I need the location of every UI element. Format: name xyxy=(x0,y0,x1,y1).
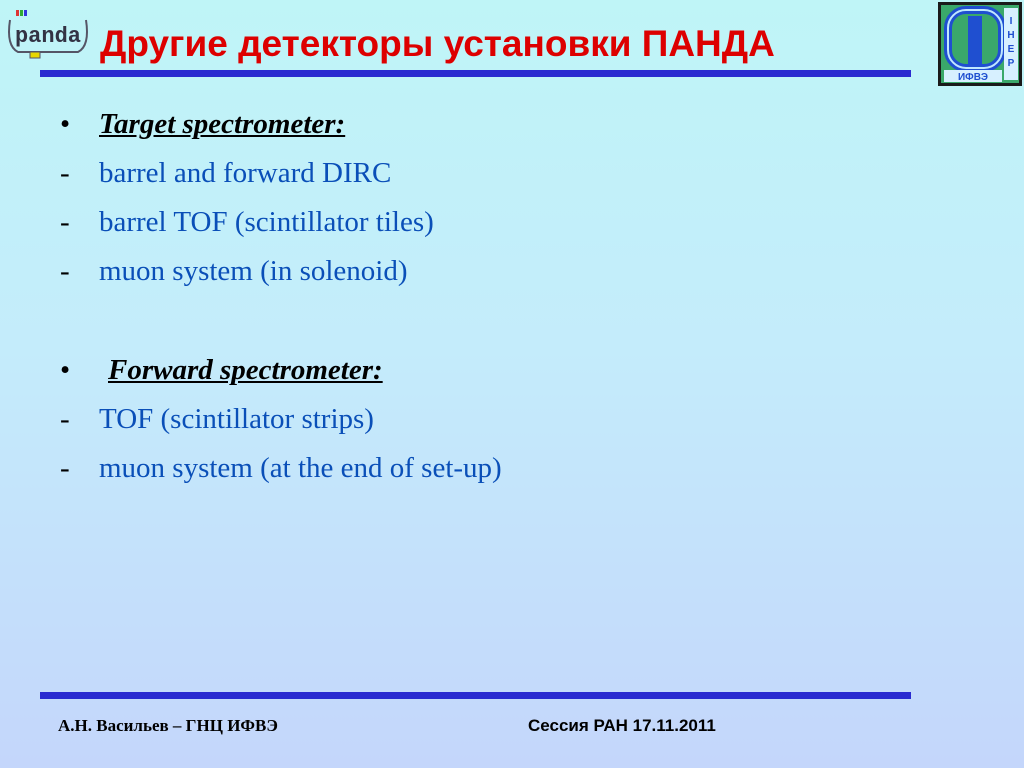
header-divider xyxy=(40,70,911,77)
list-item-text: barrel TOF (scintillator tiles) xyxy=(99,206,434,238)
footer-divider xyxy=(40,692,911,699)
footer-session: Сессия РАН 17.11.2011 xyxy=(528,716,716,735)
section-heading: Target spectrometer: xyxy=(99,108,346,140)
list-item xyxy=(60,395,940,444)
dash-marker: - xyxy=(60,255,70,287)
list-item xyxy=(60,247,940,296)
slide-body xyxy=(60,100,940,493)
list-item-text: TOF (scintillator strips) xyxy=(99,403,374,435)
section-heading-row xyxy=(60,100,940,149)
svg-text:E: E xyxy=(1007,44,1015,55)
section-heading-row xyxy=(60,346,940,395)
list-item-text: muon system (in solenoid) xyxy=(99,255,408,287)
footer-author: А.Н. Васильев – ГНЦ ИФВЭ xyxy=(58,716,278,735)
dash-marker: - xyxy=(60,206,70,238)
bullet-marker: • xyxy=(60,108,71,140)
dash-marker: - xyxy=(60,157,70,189)
list-item xyxy=(60,149,940,198)
panda-logo xyxy=(4,6,92,62)
svg-text:I: I xyxy=(1009,16,1013,27)
svg-text:P: P xyxy=(1007,58,1015,69)
list-item xyxy=(60,444,940,493)
dash-marker: - xyxy=(60,403,70,435)
section-heading: Forward spectrometer: xyxy=(108,354,383,386)
dash-marker: - xyxy=(60,452,70,484)
svg-text:panda: panda xyxy=(14,24,82,49)
list-item xyxy=(60,198,940,247)
svg-text:ИФВЭ: ИФВЭ xyxy=(957,72,989,83)
slide-title: Другие детекторы установки ПАНДА xyxy=(100,23,775,64)
list-item-text: barrel and forward DIRC xyxy=(99,157,392,189)
ihep-logo xyxy=(938,2,1022,86)
list-item-text: muon system (at the end of set-up) xyxy=(99,452,502,484)
bullet-marker: • xyxy=(60,354,71,386)
svg-text:H: H xyxy=(1007,30,1015,41)
